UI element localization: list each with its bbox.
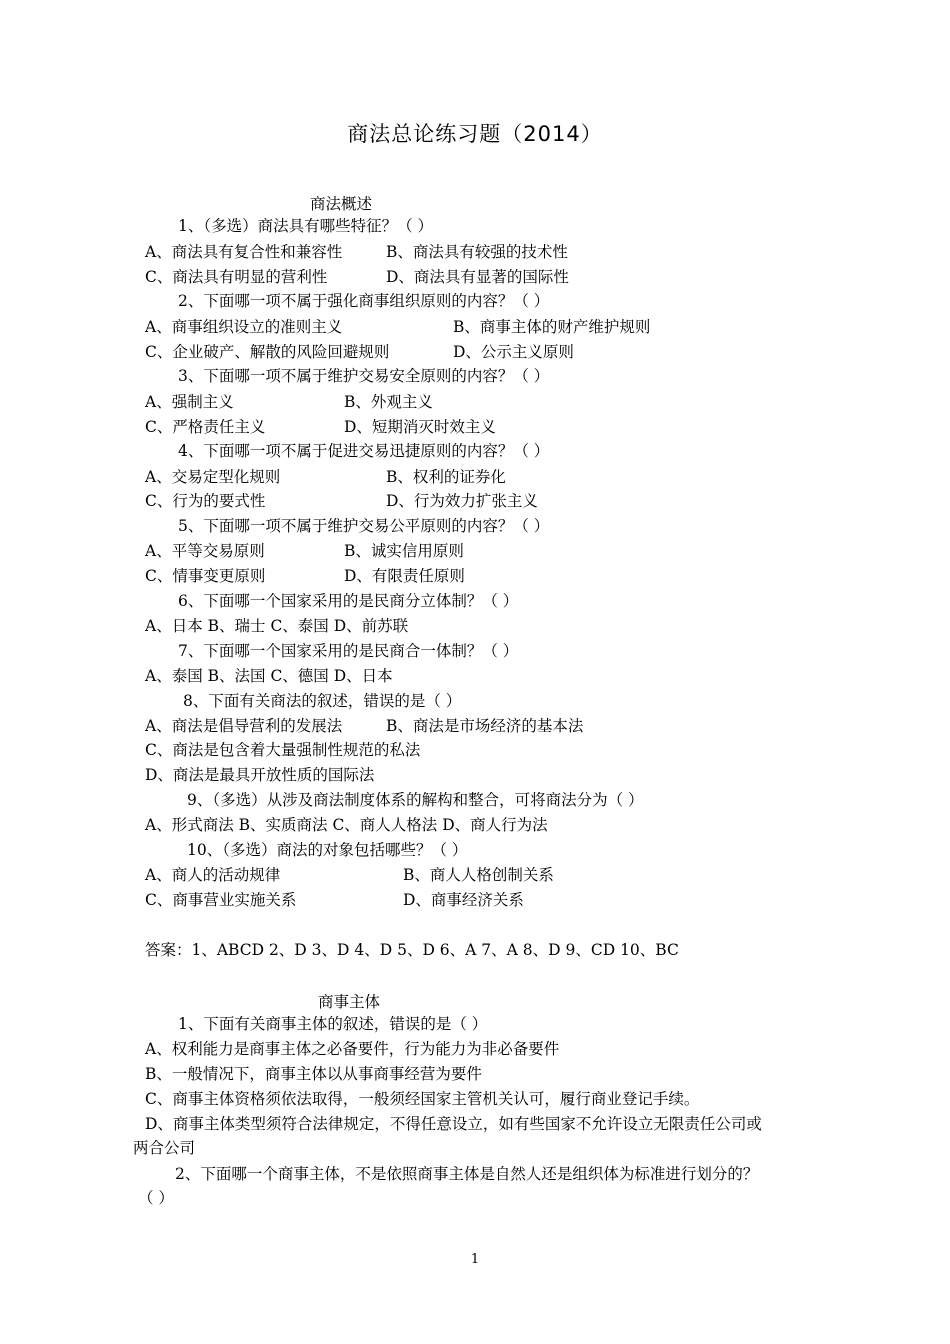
page-title: 商法总论练习题（2014） bbox=[347, 122, 603, 146]
option: A、商法是倡导营利的发展法 bbox=[145, 717, 343, 735]
option: C、商事营业实施关系 bbox=[145, 891, 297, 909]
option: D、商法是最具开放性质的国际法 bbox=[145, 766, 375, 784]
option: D、商法具有显著的国际性 bbox=[386, 268, 569, 286]
question: 5、下面哪一项不属于维护交易公平原则的内容？（ ） bbox=[178, 517, 550, 535]
question: 7、下面哪一个国家采用的是民商合一体制？（ ） bbox=[178, 642, 519, 660]
question-continued: （ ） bbox=[138, 1189, 174, 1207]
option-row: A、形式商法 B、实质商法 C、商人人格法 D、商人行为法 bbox=[145, 816, 548, 834]
option: A、商人的活动规律 bbox=[145, 866, 281, 884]
option-continued: 两合公司 bbox=[133, 1139, 196, 1157]
question: 1、（多选）商法具有哪些特征？（ ） bbox=[178, 217, 434, 235]
option: A、交易定型化规则 bbox=[145, 468, 281, 486]
question: 2、下面哪一项不属于强化商事组织原则的内容？（ ） bbox=[178, 292, 550, 310]
question: 2、下面哪一个商事主体，不是依照商事主体是自然人还是组织体为标准进行划分的？ bbox=[175, 1165, 759, 1183]
option: C、严格责任主义 bbox=[145, 418, 266, 436]
option: C、商事主体资格须依法取得，一般须经国家主管机关认可，履行商业登记手续。 bbox=[145, 1090, 700, 1108]
option: D、有限责任原则 bbox=[344, 567, 465, 585]
option: C、商法具有明显的营利性 bbox=[145, 268, 328, 286]
option: B、商法是市场经济的基本法 bbox=[386, 717, 584, 735]
option: A、权利能力是商事主体之必备要件，行为能力为非必备要件 bbox=[145, 1040, 560, 1058]
option: B、外观主义 bbox=[344, 393, 433, 411]
option: A、商法具有复合性和兼容性 bbox=[145, 243, 343, 261]
question: 1、下面有关商事主体的叙述，错误的是（ ） bbox=[178, 1015, 488, 1033]
section-heading: 商法概述 bbox=[310, 195, 373, 213]
option: C、企业破产、解散的风险回避规则 bbox=[145, 343, 390, 361]
question: 6、下面哪一个国家采用的是民商分立体制？（ ） bbox=[178, 592, 519, 610]
option: B、权利的证券化 bbox=[386, 468, 506, 486]
answer-key: 答案：1、ABCD 2、D 3、D 4、D 5、D 6、A 7、A 8、D 9、CD 10、BC bbox=[145, 941, 679, 959]
option: D、商事主体类型须符合法律规定，不得任意设立，如有些国家不允许设立无限责任公司或 bbox=[145, 1115, 762, 1133]
option: A、商事组织设立的准则主义 bbox=[145, 318, 343, 336]
option: D、商事经济关系 bbox=[403, 891, 524, 909]
option-row: A、日本 B、瑞士 C、泰国 D、前苏联 bbox=[145, 617, 409, 635]
option: B、商事主体的财产维护规则 bbox=[453, 318, 651, 336]
question: 10、（多选）商法的对象包括哪些？（ ） bbox=[187, 841, 468, 859]
option: C、行为的要式性 bbox=[145, 492, 266, 510]
section-heading: 商事主体 bbox=[318, 993, 381, 1011]
question: 8、下面有关商法的叙述，错误的是（ ） bbox=[183, 692, 462, 710]
option: C、商法是包含着大量强制性规范的私法 bbox=[145, 741, 421, 759]
option: D、行为效力扩张主义 bbox=[386, 492, 538, 510]
option-row: A、泰国 B、法国 C、德国 D、日本 bbox=[145, 667, 393, 685]
option: B、商法具有较强的技术性 bbox=[386, 243, 568, 261]
page-number: 1 bbox=[470, 1252, 480, 1267]
option: A、平等交易原则 bbox=[145, 542, 265, 560]
option: C、情事变更原则 bbox=[145, 567, 266, 585]
option: D、公示主义原则 bbox=[453, 343, 574, 361]
option: B、商人人格创制关系 bbox=[403, 866, 554, 884]
question: 9、（多选）从涉及商法制度体系的解构和整合，可将商法分为（ ） bbox=[187, 791, 644, 809]
question: 4、下面哪一项不属于促进交易迅捷原则的内容？（ ） bbox=[178, 442, 550, 460]
option: B、诚实信用原则 bbox=[344, 542, 464, 560]
option: B、一般情况下，商事主体以从事商事经营为要件 bbox=[145, 1065, 482, 1083]
option: A、强制主义 bbox=[145, 393, 234, 411]
question: 3、下面哪一项不属于维护交易安全原则的内容？（ ） bbox=[178, 367, 550, 385]
option: D、短期消灭时效主义 bbox=[344, 418, 496, 436]
